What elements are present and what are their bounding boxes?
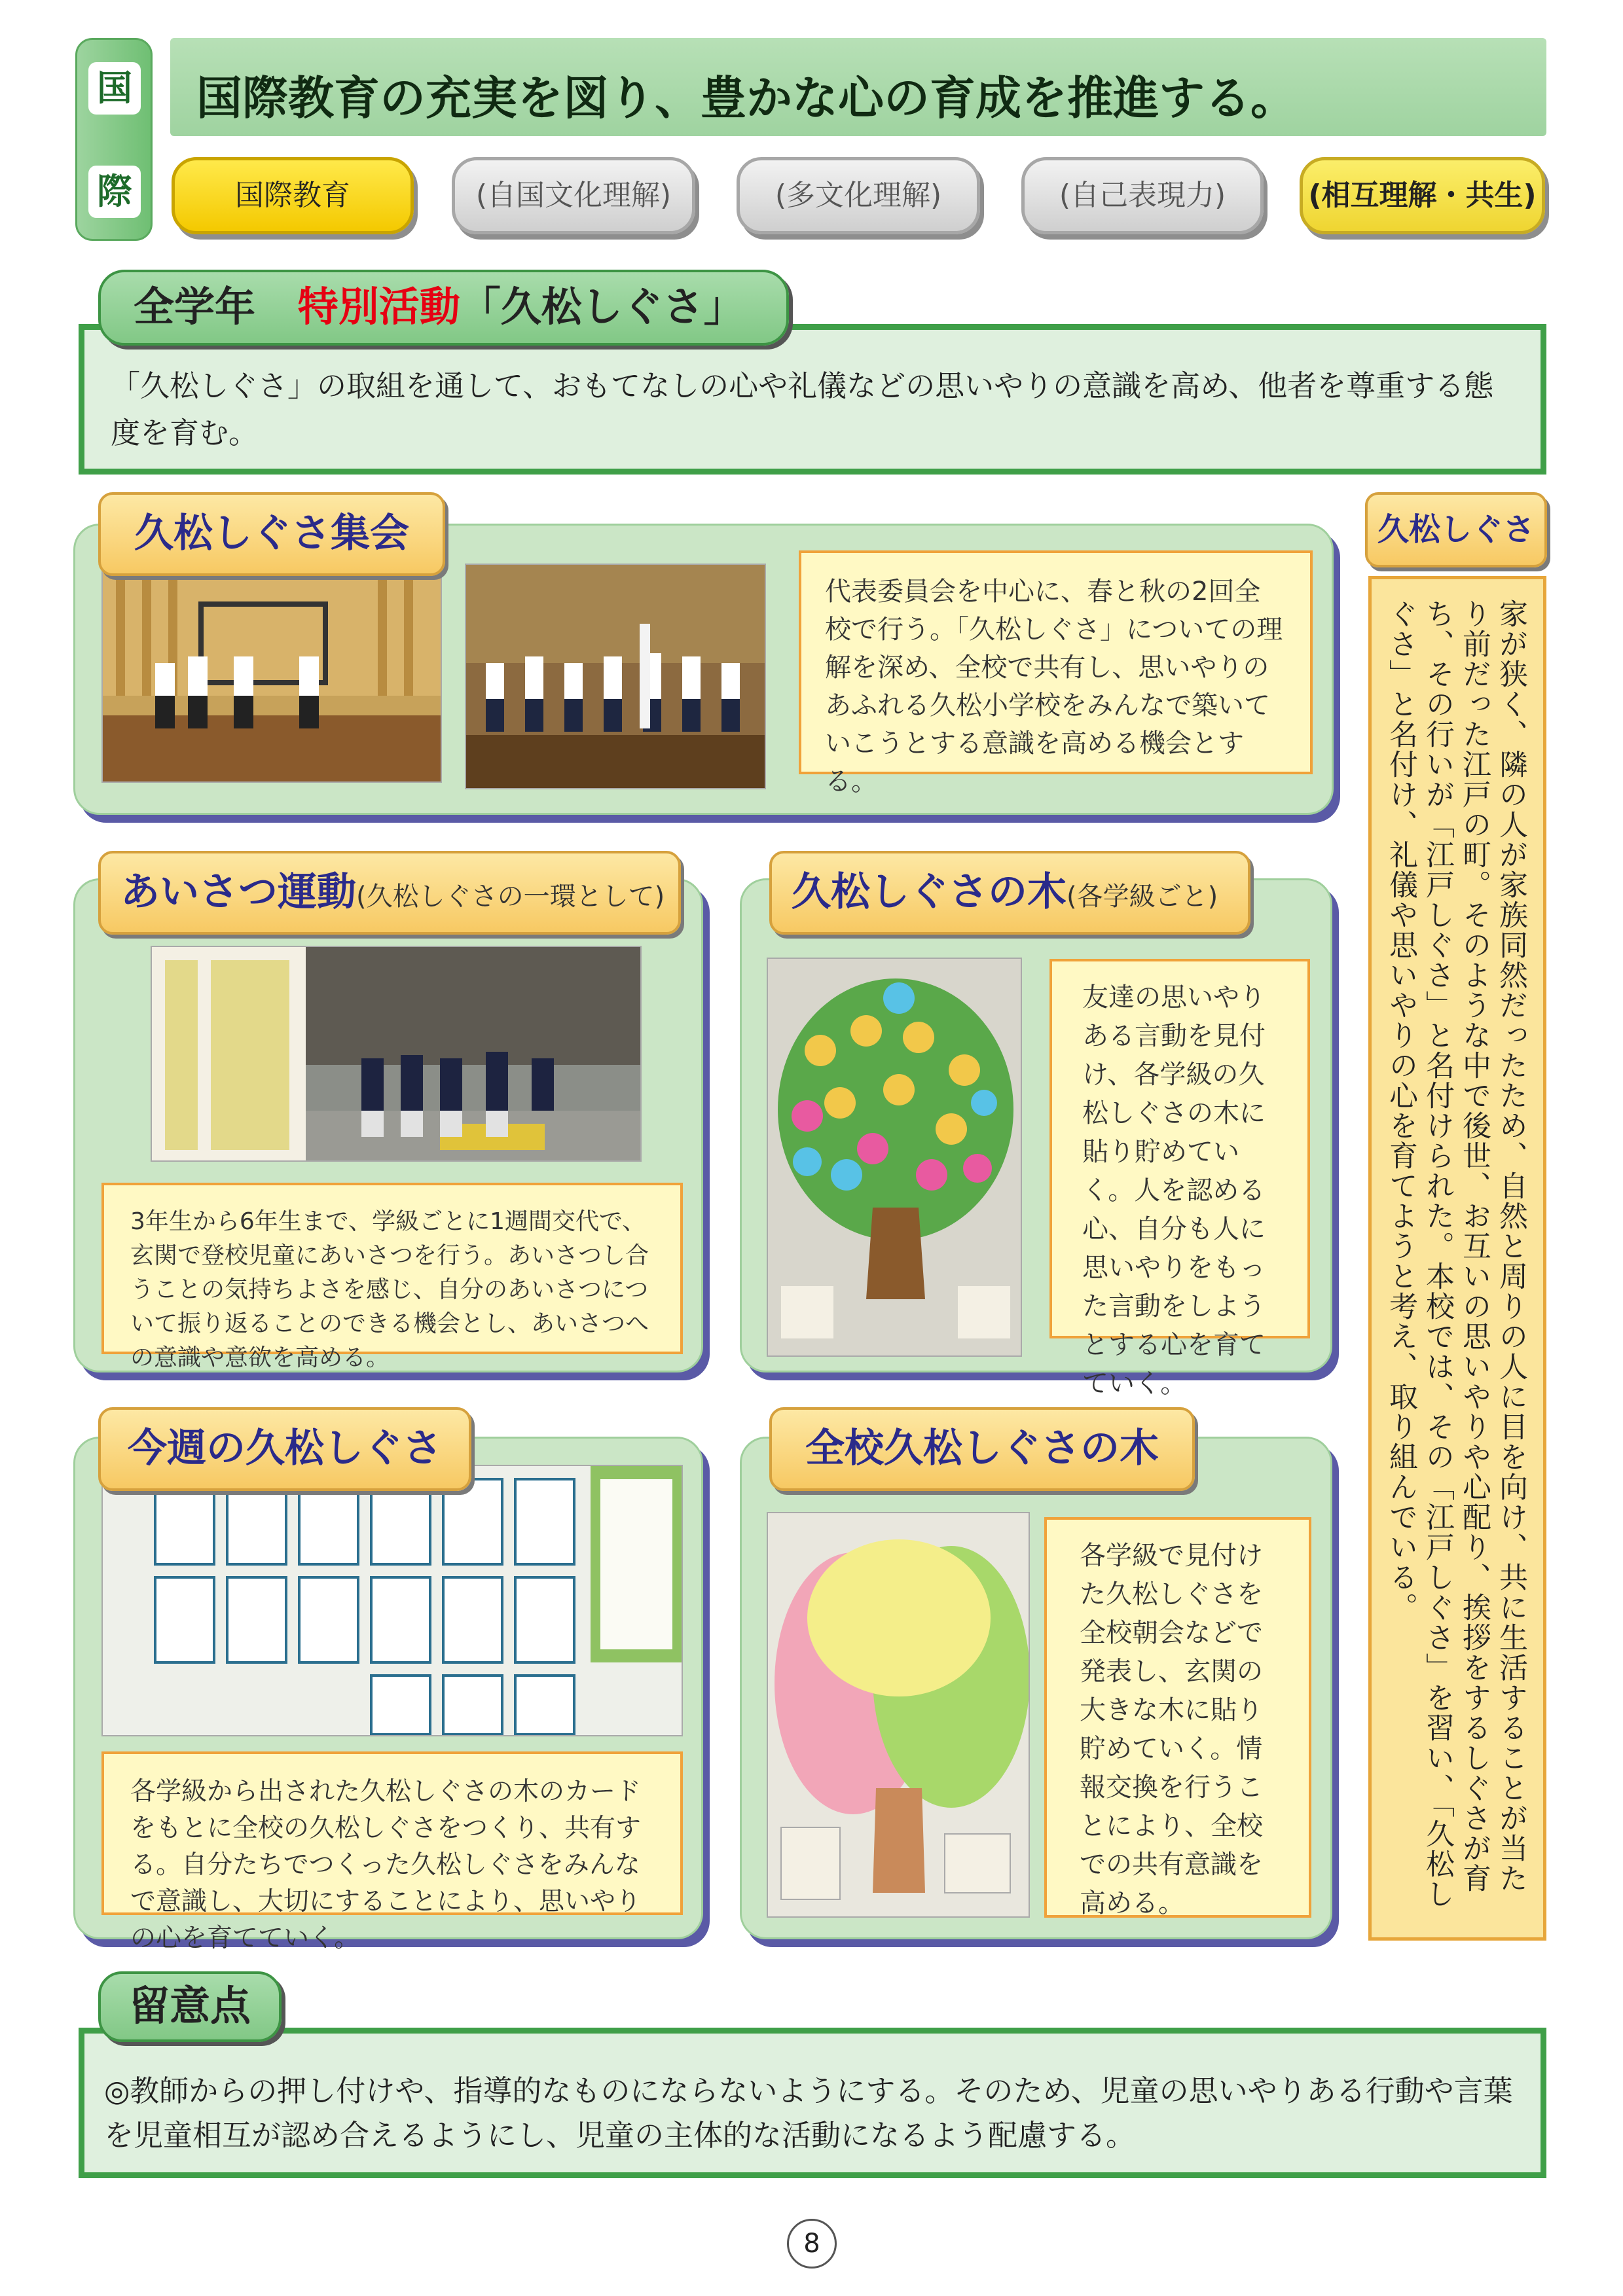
section-title: 全学年 特別活動「久松しぐさ」 <box>98 270 789 346</box>
category-tab <box>75 38 153 241</box>
panel-greeting <box>73 878 703 1372</box>
side-title: 久松しぐさ <box>1365 492 1547 567</box>
greeting-text: 3年生から6年生まで、学級ごとに1週間交代で、玄関で登校児童にあいさつを行う。あいさつし合うことの気持ちよさを感じ、自分のあいさつについて振り返ることのできる機会とし、あいさつへの意識や意欲を高める。 <box>130 1208 649 1371</box>
notes-box <box>79 2028 1546 2178</box>
page-title: 国際教育の充実を図り、豊かな心の育成を推進する。 <box>196 71 1296 125</box>
pill-self-expression: (自己表現力) <box>1021 157 1264 234</box>
panel-title-tree-school: 全校久松しぐさの木 <box>769 1407 1195 1491</box>
photo-school-tree <box>767 1512 1030 1918</box>
tree-class-text-box <box>1049 959 1310 1399</box>
tree-class-text: 友達の思いやりある言動を見付け、各学級の久松しぐさの木に貼り貯めていく。人を認める心、自分も人に思いやりをもった言動をしようとする心を育てていく。 <box>1082 982 1266 1399</box>
pill-own-culture: (自国文化理解) <box>452 157 695 234</box>
page-number: 8 <box>787 2219 837 2269</box>
panel-weekly <box>73 1437 703 1953</box>
panel-title-assembly: 久松しぐさ集会 <box>98 492 445 576</box>
greeting-text-box <box>101 1183 683 1371</box>
photo-weekly-board <box>101 1465 683 1736</box>
photo-assembly-stage <box>101 564 442 783</box>
assembly-text: 代表委員会を中心に、春と秋の2回全校で行う。「久松しぐさ」についての理解を深め、全校で共有し、思いやりのあふれる久松小学校をみんなで築いていこうとする意識を高める機会とする。 <box>825 577 1283 797</box>
intro-box <box>79 324 1546 475</box>
tree-school-text-box <box>1044 1517 1311 1918</box>
photo-assembly-students <box>465 564 766 789</box>
category-char-1: 国 <box>88 62 141 115</box>
panel-title-greeting: あいさつ運動(久松しぐさの一環として) <box>98 851 681 935</box>
panel-title-tree-class: 久松しぐさの木(各学級ごと) <box>769 851 1250 935</box>
photo-class-tree <box>767 958 1022 1357</box>
pill-mutual-understanding: (相互理解・共生) <box>1300 157 1545 234</box>
photo-greeting <box>151 946 642 1162</box>
assembly-text-box <box>799 550 1313 797</box>
panel-title-weekly: 今週の久松しぐさ <box>98 1407 471 1491</box>
notes-title: 留意点 <box>98 1971 282 2042</box>
weekly-text: 各学級から出された久松しぐさの木のカードをもとに全校の久松しぐさをつくり、共有する。自分たちでつくった久松しぐさをみんなで意識し、大切にすることにより、思いやりの心を育てていく。 <box>130 1777 642 1953</box>
side-explanation-text: 家が狭く、隣の人が家族同然だったため、自然と周りの人に目を向け、共に生活することが当たり前だった江戸の町。そのような中で後世、お互いの思いやりや心配り、挨拶をするしぐさが育ち、その行いが「江戸しぐさ」と名付けられた。本校では、その「江戸しぐさ」を習い、「久松しぐさ」と名付け、礼儀や思いやりの心を育てようと考え、取り組んでいる。 <box>1384 599 1527 1909</box>
tree-school-text: 各学級で見付けた久松しぐさを全校朝会などで発表し、玄関の大きな木に貼り貯めていく。情報交換を行うことにより、全校での共有意識を高める。 <box>1080 1541 1263 1918</box>
page-title-bar <box>170 38 1546 136</box>
side-explanation-box <box>1368 576 1546 1941</box>
panel-tree-class <box>740 878 1332 1399</box>
intro-text: 「久松しぐさ」の取組を通して、おもてなしの心や礼儀などの思いやりの意識を高め、他者を尊重する態度を育む。 <box>111 368 1494 450</box>
pill-international-education: 国際教育 <box>172 157 414 234</box>
notes-text: ◎教師からの押し付けや、指導的なものにならないようにする。そのため、児童の思いやりある行動や言葉を児童相互が認め合えるようにし、児童の主体的な活動になるよう配慮する。 <box>104 2073 1513 2153</box>
panel-tree-school <box>740 1437 1332 1939</box>
category-char-2: 際 <box>88 166 141 218</box>
pill-multi-culture: (多文化理解) <box>737 157 980 234</box>
weekly-text-box <box>101 1751 683 1953</box>
